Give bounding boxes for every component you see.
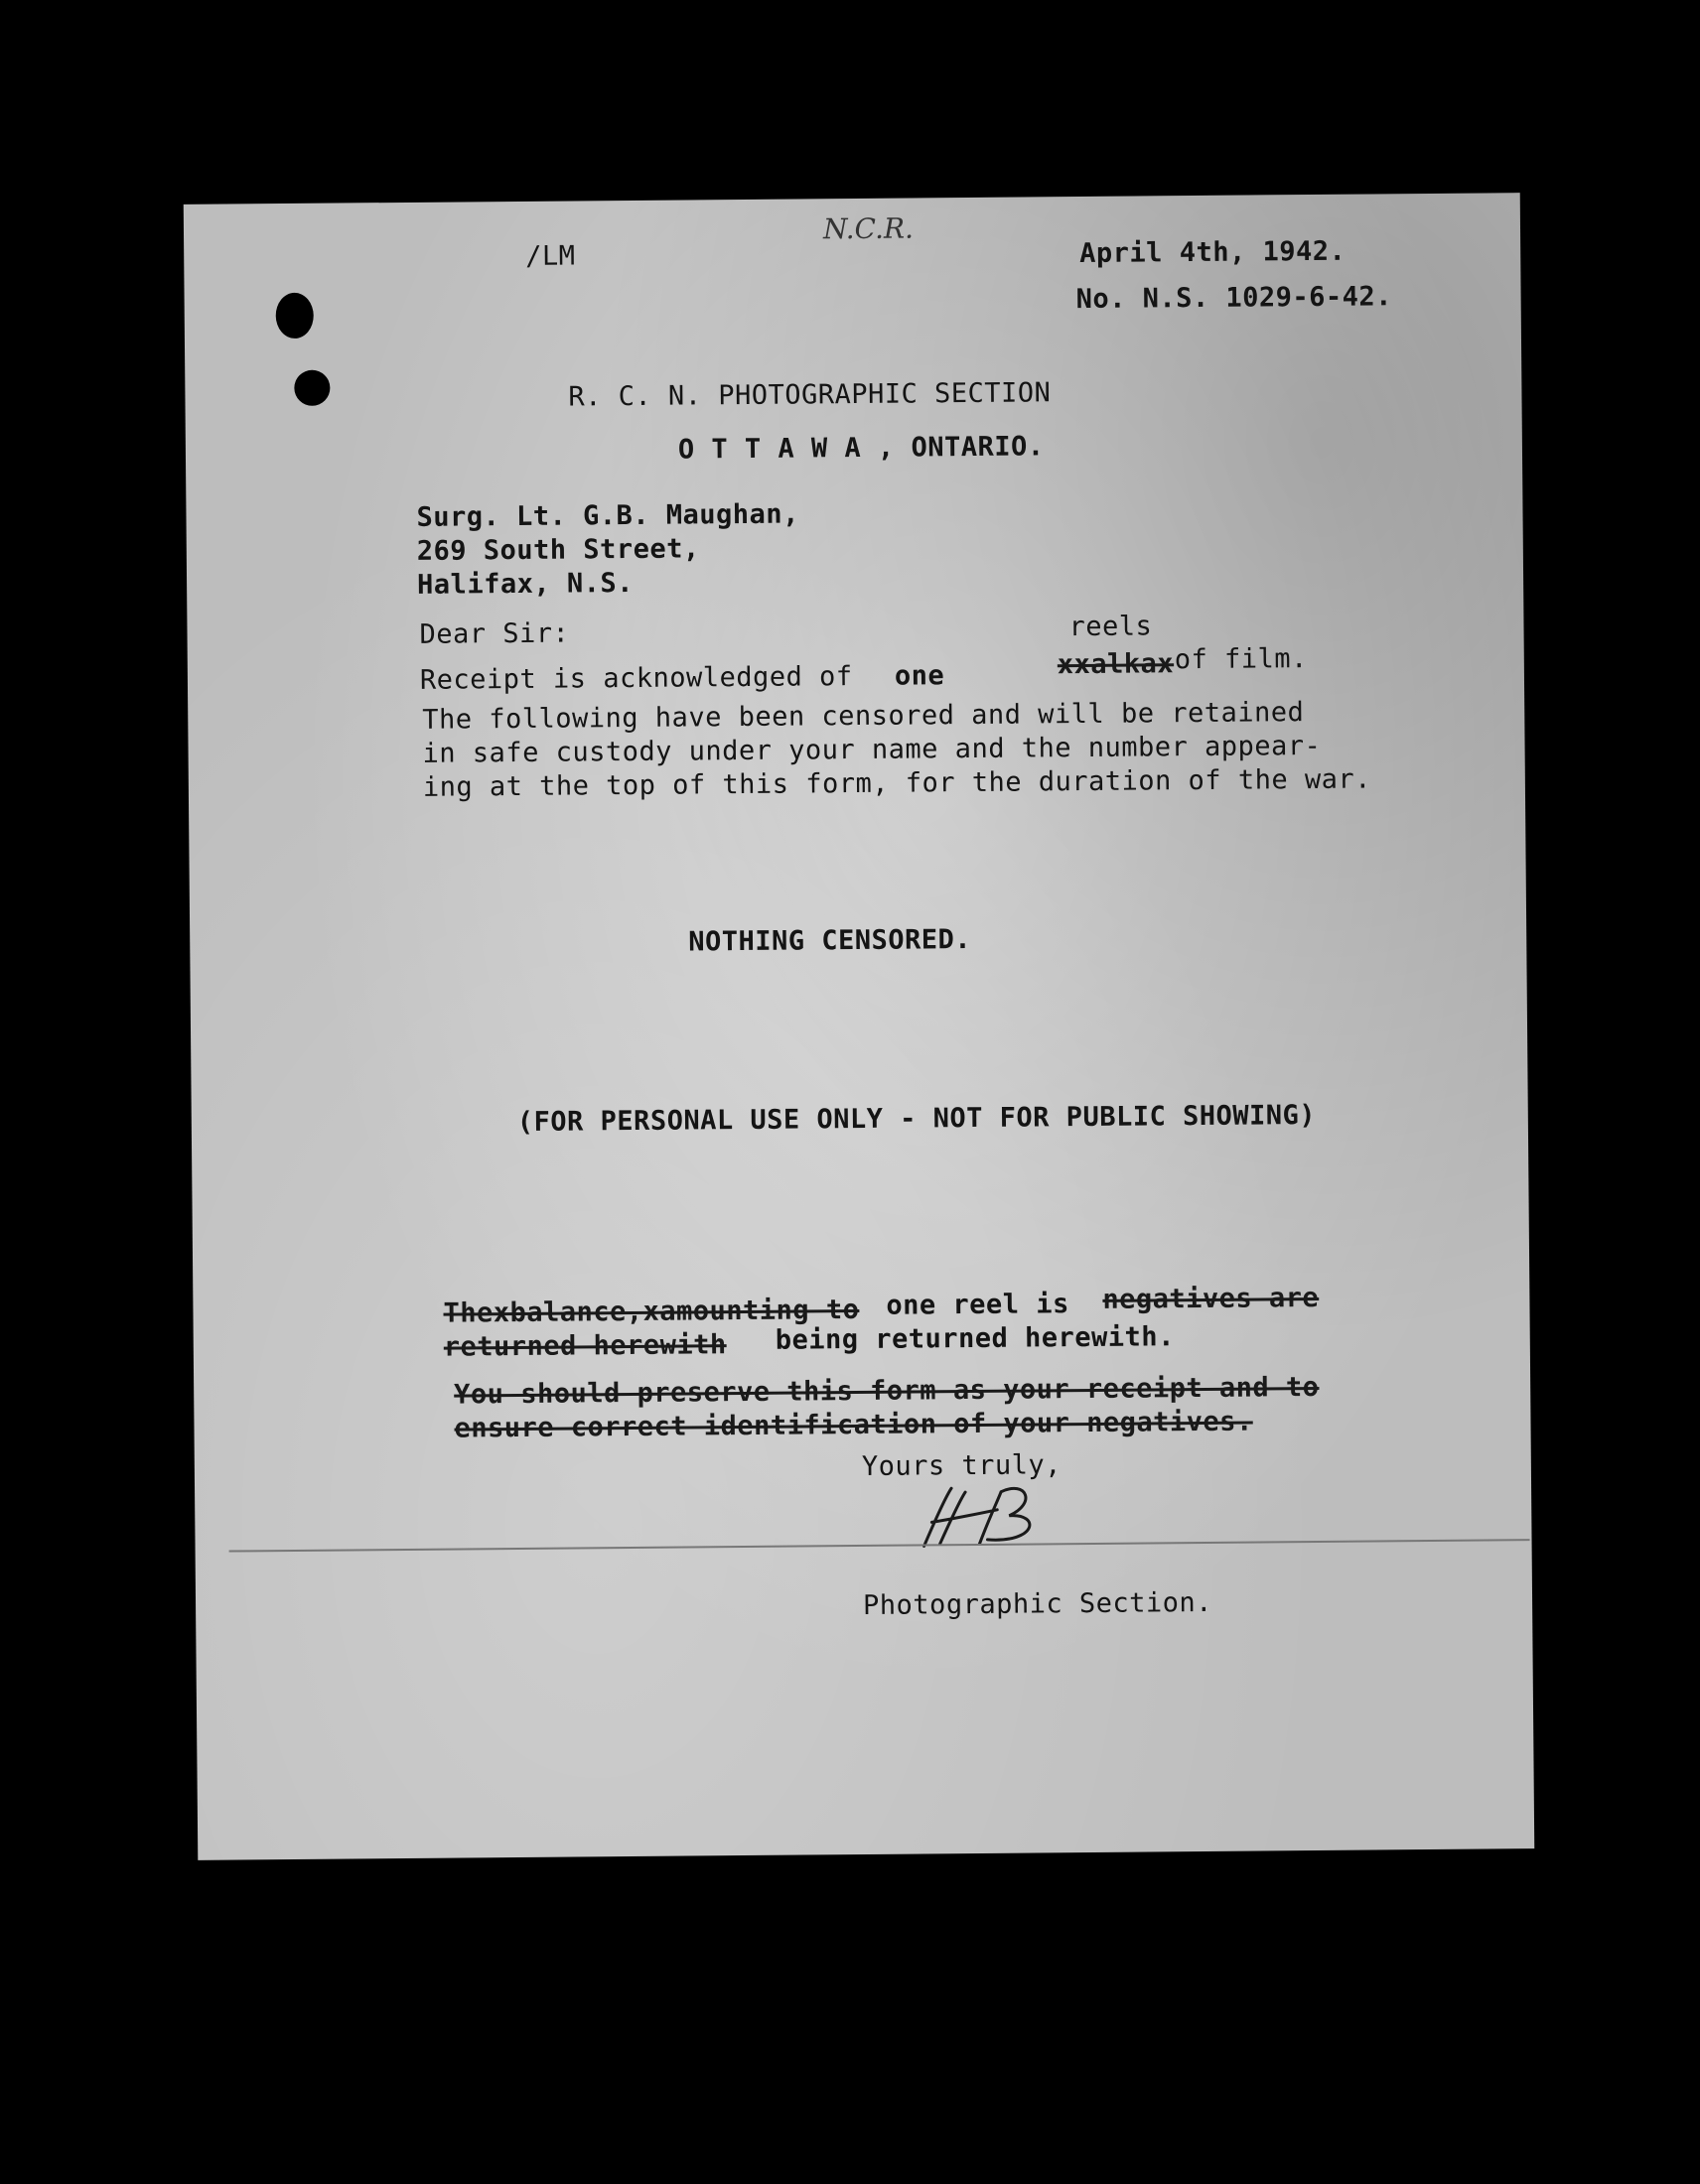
handwritten-note: N.C.R.	[822, 211, 915, 246]
recipient-line-1: Surg. Lt. G.B. Maughan,	[416, 498, 800, 533]
recipient-line-3: Halifax, N.S.	[416, 567, 635, 601]
letter-page	[184, 193, 1535, 1860]
punch-hole-bottom	[294, 370, 330, 406]
receipt-quantity: one	[894, 660, 945, 692]
struck-returned-text: returned herewith	[443, 1329, 727, 1363]
usage-notice: (FOR PERSONAL USE ONLY - NOT FOR PUBLIC SHOWING)	[516, 1099, 1317, 1139]
paragraph-line-2: in safe custody under your name and the number appear-	[422, 730, 1322, 769]
return-text-2: being returned herewith.	[775, 1321, 1176, 1356]
struck-paragraph-line-1: You should preserve this form as your receipt and to	[454, 1371, 1320, 1411]
return-text-1: one reel is	[886, 1289, 1069, 1321]
closing: Yours truly,	[861, 1449, 1062, 1482]
letter-date: April 4th, 1942.	[1079, 235, 1346, 270]
receipt-unit-inserted: reels	[1068, 611, 1153, 643]
organization-location: O T T A W A , ONTARIO.	[677, 431, 1045, 466]
signature	[918, 1473, 1067, 1554]
salutation: Dear Sir:	[419, 617, 570, 650]
punch-hole-top	[276, 293, 314, 339]
recipient-line-2: 269 South Street,	[416, 533, 700, 567]
struck-paragraph-line-2: ensure correct identification of your negatives.	[454, 1406, 1253, 1444]
struck-balance-text: Thexbalance,xamounting to	[443, 1295, 860, 1329]
reference-initials: /LM	[525, 240, 576, 272]
file-number: No. N.S. 1029-6-42.	[1075, 281, 1393, 316]
fold-line	[229, 1539, 1530, 1552]
paragraph-line-3: ing at the top of this form, for the duration of the war.	[422, 763, 1372, 803]
receipt-suffix: of film.	[1174, 643, 1308, 676]
signatory: Photographic Section.	[862, 1586, 1213, 1621]
paragraph-line-1: The following have been censored and will be retained	[422, 697, 1305, 736]
receipt-prefix: Receipt is acknowledged of	[419, 661, 853, 696]
organization-name: R. C. N. PHOTOGRAPHIC SECTION	[568, 377, 1052, 413]
receipt-unit-struck: xxalkax	[1057, 648, 1175, 681]
censor-status: NOTHING CENSORED.	[688, 924, 972, 958]
struck-negatives-text: negatives are	[1102, 1282, 1320, 1315]
